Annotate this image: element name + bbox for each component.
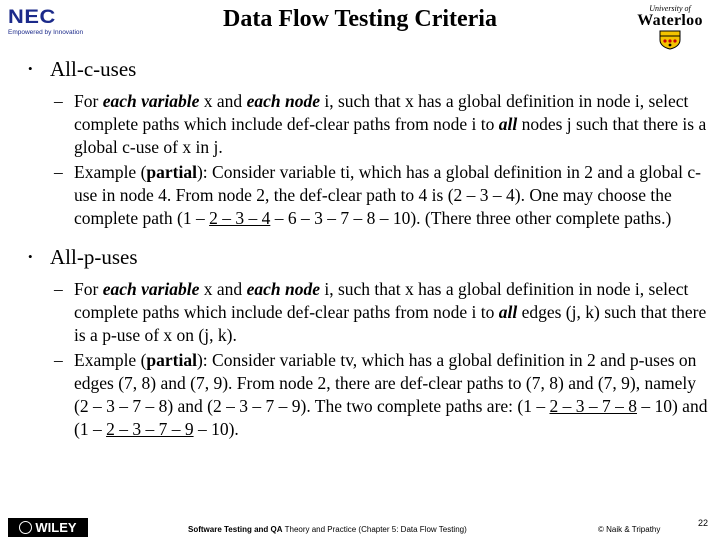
emphasis: each node <box>246 91 320 111</box>
book-title: Software Testing and QA <box>188 525 283 534</box>
wiley-wordmark: WILEY <box>35 520 77 535</box>
text: x and <box>199 279 247 299</box>
bullet-all-p-uses <box>24 244 714 270</box>
bullet-icon: • <box>28 249 33 264</box>
text: Example ( <box>74 350 147 370</box>
uw-big-text: Waterloo <box>637 12 703 29</box>
sub-example <box>24 161 709 230</box>
underlined-path: 2 – 3 – 4 <box>209 208 271 228</box>
copyright: © Naik & Tripathy <box>598 525 661 534</box>
dash-icon: – <box>54 162 63 182</box>
bullet-icon: • <box>28 61 33 76</box>
underlined-path: 2 – 3 – 7 – 9 <box>106 419 194 439</box>
emphasis: each variable <box>102 91 200 111</box>
slide-title: Data Flow Testing Criteria <box>223 6 497 32</box>
uw-small-text: University of <box>649 4 691 13</box>
emphasis: partial <box>146 350 197 370</box>
wiley-logo <box>8 518 88 537</box>
text: For <box>74 91 103 111</box>
dash-icon: – <box>54 91 63 111</box>
text: – 10). <box>193 419 239 439</box>
wiley-mark-icon <box>19 521 32 534</box>
book-subtitle: Theory and Practice (Chapter 5: Data Flow Testing) <box>282 525 467 534</box>
nec-tagline: Empowered by Innovation <box>8 29 84 36</box>
text: – 10) and (1 – <box>74 396 708 439</box>
dash-icon: – <box>54 350 63 370</box>
slide-footer <box>0 512 720 540</box>
emphasis: each variable <box>102 279 200 299</box>
text: i, such that x has a global definition in node i, select complete paths which include def-clear paths from node i to <box>74 91 689 134</box>
emphasis: all <box>498 114 518 134</box>
nec-wordmark: NEC <box>8 7 56 28</box>
bullet-all-c-uses <box>24 56 714 82</box>
text: nodes j such that there is a global c-use of x in j. <box>74 114 707 157</box>
book-reference <box>188 525 467 534</box>
text: i, such that x has a global definition in node i, select complete paths which include def-clear paths from node i to <box>74 279 689 322</box>
text: ): Consider variable tv, which has a global definition in 2 and p-uses on edges (7, 8) and (7, 9). From node 2, there are def-clear paths to (7, 8) and (7, 9), namely (2 – 3 – 7 – 8) and (2 – 3 – 7 – 9). The two complete paths are: (1 – <box>74 350 697 416</box>
text: x and <box>199 91 247 111</box>
text: ): Consider variable ti, which has a global definition in 2 and a global c-use in node 4. From node 2, the def-clear path to 4 is (2 – 3 – 4). One may choose the complete path (1 – <box>74 162 701 228</box>
emphasis: each node <box>246 279 320 299</box>
underlined-path: 2 – 3 – 7 – 8 <box>549 396 637 416</box>
section-heading: All-c-uses <box>50 57 137 81</box>
sub-example <box>24 349 709 441</box>
emphasis: partial <box>146 162 197 182</box>
page-number: 22 <box>698 518 709 528</box>
sub-definition <box>24 278 709 347</box>
section-heading: All-p-uses <box>50 245 138 269</box>
dash-icon: – <box>54 279 63 299</box>
slide-content <box>24 56 714 441</box>
text: For <box>74 279 103 299</box>
emphasis: all <box>498 302 518 322</box>
sub-definition <box>24 90 709 159</box>
text: – 6 – 3 – 7 – 8 – 10). (There three other complete paths.) <box>270 208 672 228</box>
crest-icon <box>659 30 681 50</box>
text: Example ( <box>74 162 147 182</box>
waterloo-logo <box>630 4 710 50</box>
text: edges (j, k) such that there is a p-use of x on (j, k). <box>74 302 707 345</box>
